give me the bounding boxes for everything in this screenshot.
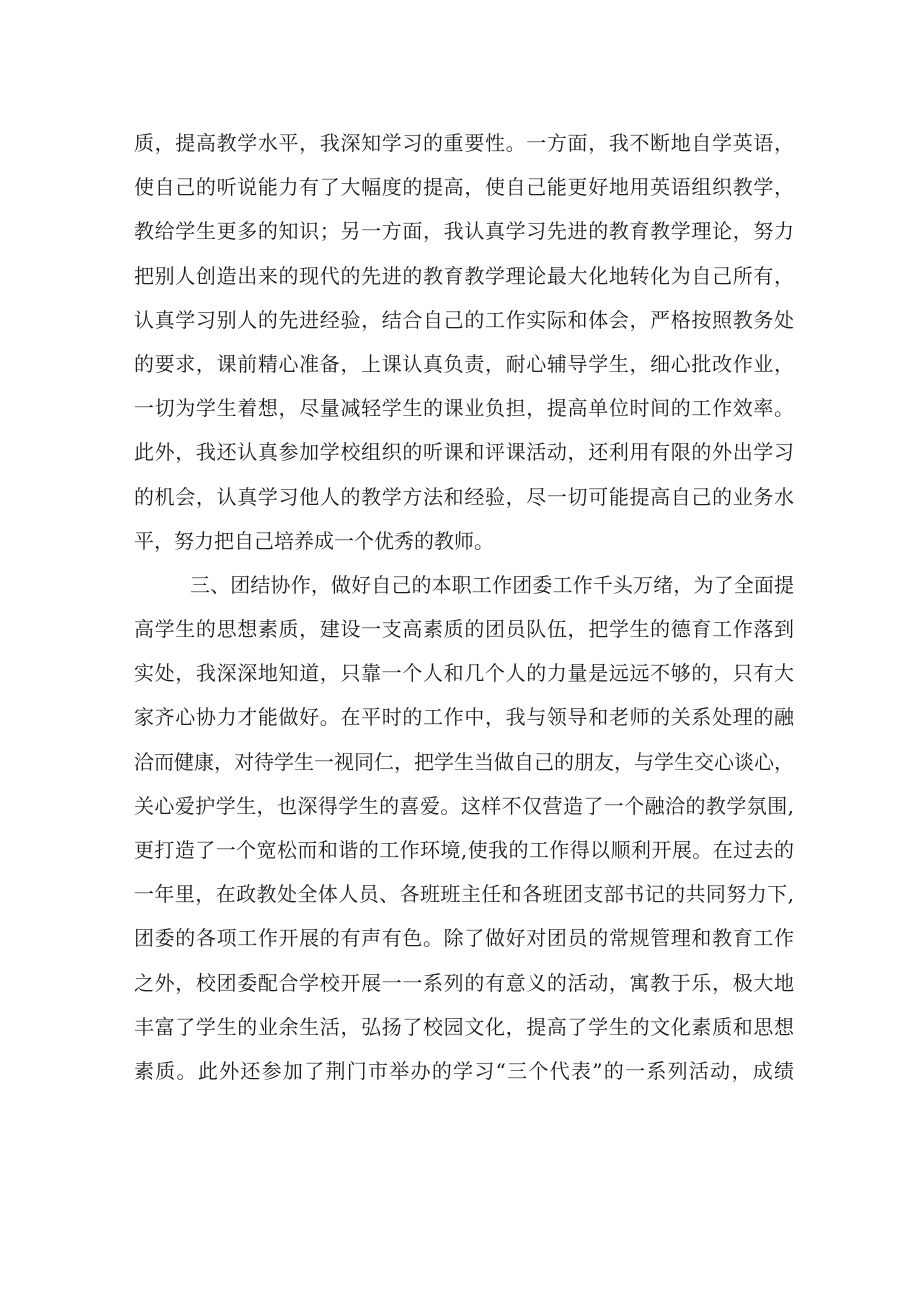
text-line: 教给学生更多的知识；另一方面，我认真学习先进的教育教学理论，努力 <box>134 219 794 244</box>
text-line: 平，努力把自己培养成一个优秀的教师。 <box>134 528 494 553</box>
text-line: 使自己的听说能力有了大幅度的提高，使自己能更好地用英语组织教学， <box>134 175 794 200</box>
text-line: 素质。此外还参加了荆门市举办的学习“三个代表”的一系列活动，成绩 <box>134 1058 794 1083</box>
text-line: 三、团结协作，做好自己的本职工作团委工作千头万绪，为了全面提 <box>190 572 794 597</box>
paragraph-study <box>134 121 794 563</box>
body-text <box>134 121 794 1093</box>
paragraph-teamwork <box>134 563 794 1093</box>
text-line: 的要求，课前精心准备，上课认真负责，耐心辅导学生，细心批改作业， <box>134 351 794 376</box>
text-line: 家齐心协力才能做好。在平时的工作中，我与领导和老师的关系处理的融 <box>134 705 794 730</box>
text-line: 一年里，在政教处全体人员、各班班主任和各班团支部书记的共同努力下, <box>134 882 794 907</box>
text-line: 关心爱护学生，也深得学生的喜爱。这样不仅营造了一个融洽的教学氛围, <box>134 793 794 818</box>
text-line: 一切为学生着想，尽量减轻学生的课业负担，提高单位时间的工作效率。 <box>134 396 794 421</box>
text-line: 把别人创造出来的现代的先进的教育教学理论最大化地转化为自己所有， <box>134 263 794 288</box>
text-line: 团委的各项工作开展的有声有色。除了做好对团员的常规管理和教育工作 <box>134 926 794 951</box>
text-line: 更打造了一个宽松而和谐的工作环境,使我的工作得以顺利开展。在过去的 <box>134 838 794 862</box>
text-line: 的机会，认真学习他人的教学方法和经验，尽一切可能提高自己的业务水 <box>134 484 794 509</box>
text-line: 之外，校团委配合学校开展一一系列的有意义的活动，寓教于乐，极大地 <box>134 970 794 995</box>
text-line: 洽而健康，对待学生一视同仁，把学生当做自己的朋友，与学生交心谈心， <box>134 749 794 774</box>
text-line: 实处，我深深地知道，只靠一个人和几个人的力量是远远不够的，只有大 <box>134 661 794 686</box>
text-line: 丰富了学生的业余生活，弘扬了校园文化，提高了学生的文化素质和思想 <box>134 1014 794 1039</box>
text-line: 高学生的思想素质，建设一支高素质的团员队伍，把学生的德育工作落到 <box>134 617 794 642</box>
text-line: 质，提高教学水平，我深知学习的重要性。一方面，我不断地自学英语， <box>134 131 794 155</box>
text-line: 认真学习别人的先进经验，结合自己的工作实际和体会，严格按照教务处 <box>134 307 794 332</box>
text-line: 此外，我还认真参加学校组织的听课和评课活动，还利用有限的外出学习 <box>134 440 794 465</box>
